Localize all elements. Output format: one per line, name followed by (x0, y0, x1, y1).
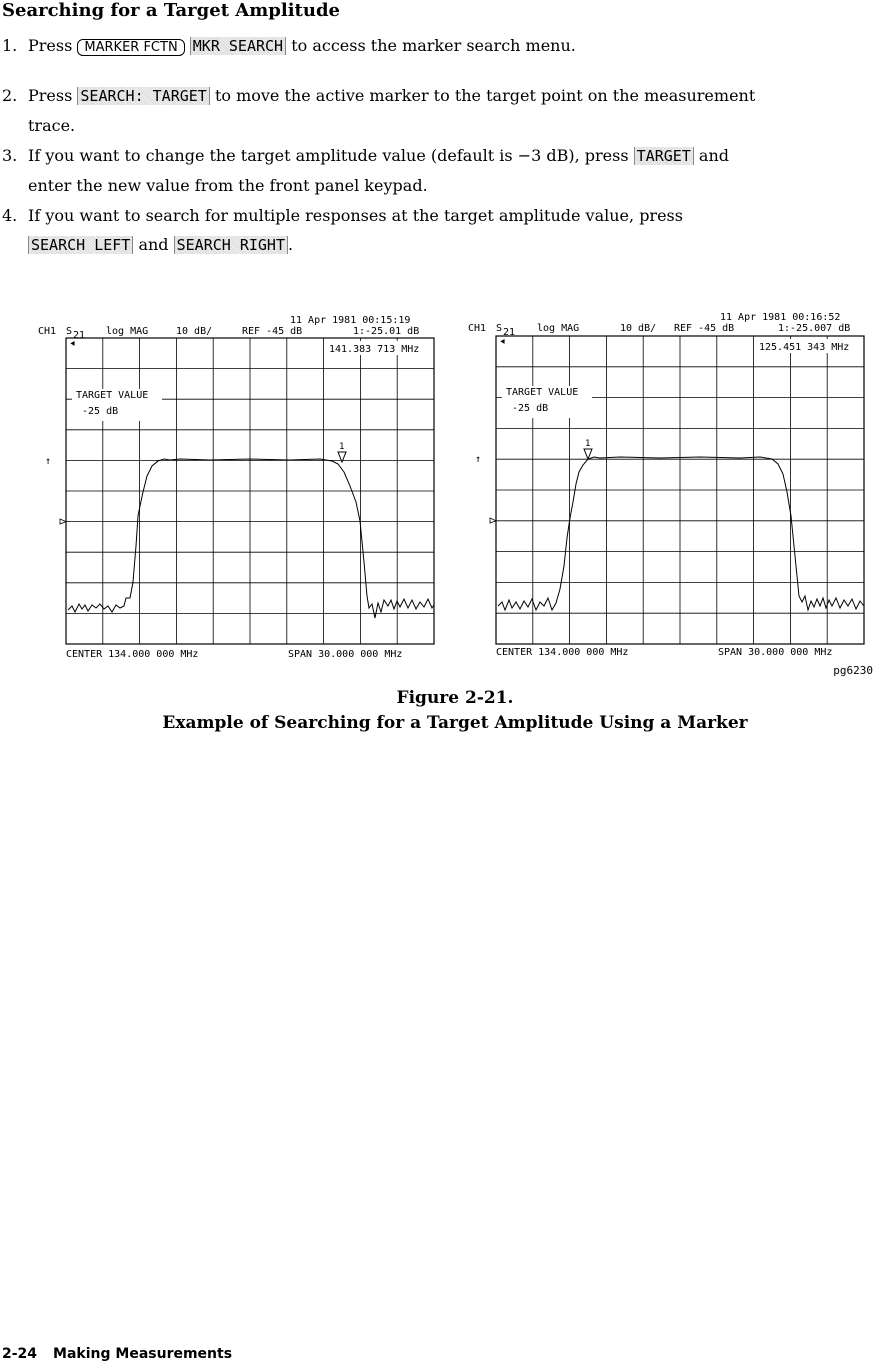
step-text: to move the active marker to the target point on the measurement (214, 86, 756, 105)
ref-level-marker-icon (60, 519, 66, 524)
step-text: enter the new value from the front panel keypad. (28, 176, 428, 195)
section-heading: Searching for a Target Amplitude (2, 0, 341, 21)
analyzer-plot-left (30, 306, 442, 666)
plot-format: log MAG (537, 323, 580, 334)
center-freq: CENTER 134.000 000 MHz (66, 649, 199, 660)
active-marker-icon (584, 449, 592, 459)
measurement-trace (68, 459, 434, 618)
step-text: Press (28, 36, 73, 55)
measurement-trace (498, 457, 864, 610)
ref-arrow-icon: ↑ (45, 456, 52, 467)
target-value: -25 dB (512, 403, 549, 414)
plot-scale: 10 dB/ (620, 323, 657, 334)
plot-ref: REF -45 dB (674, 323, 735, 334)
step-text: Press (28, 86, 73, 105)
marker-readout: 1:-25.007 dB (778, 323, 851, 334)
search-target-softkey[interactable]: SEARCH: TARGET (77, 87, 209, 105)
image-tag: pg6230 (833, 664, 873, 677)
analyzer-plot-right (460, 306, 872, 666)
plot-datetime: 11 Apr 1981 00:15:19 (290, 315, 411, 326)
marker-number: 1 (339, 442, 345, 452)
center-freq: CENTER 134.000 000 MHz (496, 647, 629, 658)
target-softkey[interactable]: TARGET (634, 147, 694, 165)
marker-number: 1 (585, 439, 591, 449)
plot-param-sub: 21 (73, 330, 86, 341)
step-text: If you want to change the target amplitude value (default is −3 dB), press (28, 146, 629, 165)
plot-param-sub: 21 (503, 327, 516, 338)
figure-caption: Example of Searching for a Target Amplitude Using a Marker (162, 713, 748, 733)
page-number: 2-24 (2, 1346, 38, 1362)
span: SPAN 30.000 000 MHz (288, 649, 403, 660)
graticule (496, 336, 864, 644)
plot-datetime: 11 Apr 1981 00:16:52 (720, 312, 841, 323)
step-number: 2. (2, 86, 18, 105)
plot-channel: CH1 (468, 323, 487, 334)
step-text: to access the marker search menu. (291, 36, 576, 55)
span: SPAN 30.000 000 MHz (718, 647, 833, 658)
step-text: . (288, 235, 294, 254)
target-value-label: TARGET VALUE (76, 390, 149, 401)
marker-freq: 141.383 713 MHz (329, 344, 420, 355)
plot-scale: 10 dB/ (176, 326, 213, 337)
marker-freq: 125.451 343 MHz (759, 342, 850, 353)
plot-param: S (496, 323, 503, 334)
step-number: 3. (2, 146, 18, 165)
target-value: -25 dB (82, 406, 119, 417)
step-number: 4. (2, 206, 18, 225)
plot-channel: CH1 (38, 326, 57, 337)
plot-param: S (66, 326, 73, 337)
step-text: and (698, 146, 730, 165)
ref-arrow-icon: ↑ (475, 454, 482, 465)
marker-status-icon: ⯇ (499, 338, 507, 348)
step-number: 1. (2, 36, 18, 55)
marker-fctn-key[interactable]: MARKER FCTN (77, 39, 184, 56)
marker-status-icon: ⯇ (69, 340, 77, 350)
graticule (66, 338, 434, 644)
footer-section: Making Measurements (53, 1346, 233, 1362)
search-left-softkey[interactable]: SEARCH LEFT (28, 236, 133, 254)
mkr-search-softkey[interactable]: MKR SEARCH (190, 37, 286, 55)
ref-level-marker-icon (490, 518, 496, 523)
plot-ref: REF -45 dB (242, 326, 303, 337)
figure-number: Figure 2-21. (396, 688, 514, 708)
step-text: trace. (28, 116, 76, 135)
page-footer (2, 1346, 232, 1362)
marker-readout: 1:-25.01 dB (353, 326, 420, 337)
step-text: and (138, 235, 169, 254)
search-right-softkey[interactable]: SEARCH RIGHT (174, 236, 288, 254)
step-text: If you want to search for multiple responses at the target amplitude value, press (28, 206, 683, 225)
plot-format: log MAG (106, 326, 149, 337)
target-value-label: TARGET VALUE (506, 387, 579, 398)
